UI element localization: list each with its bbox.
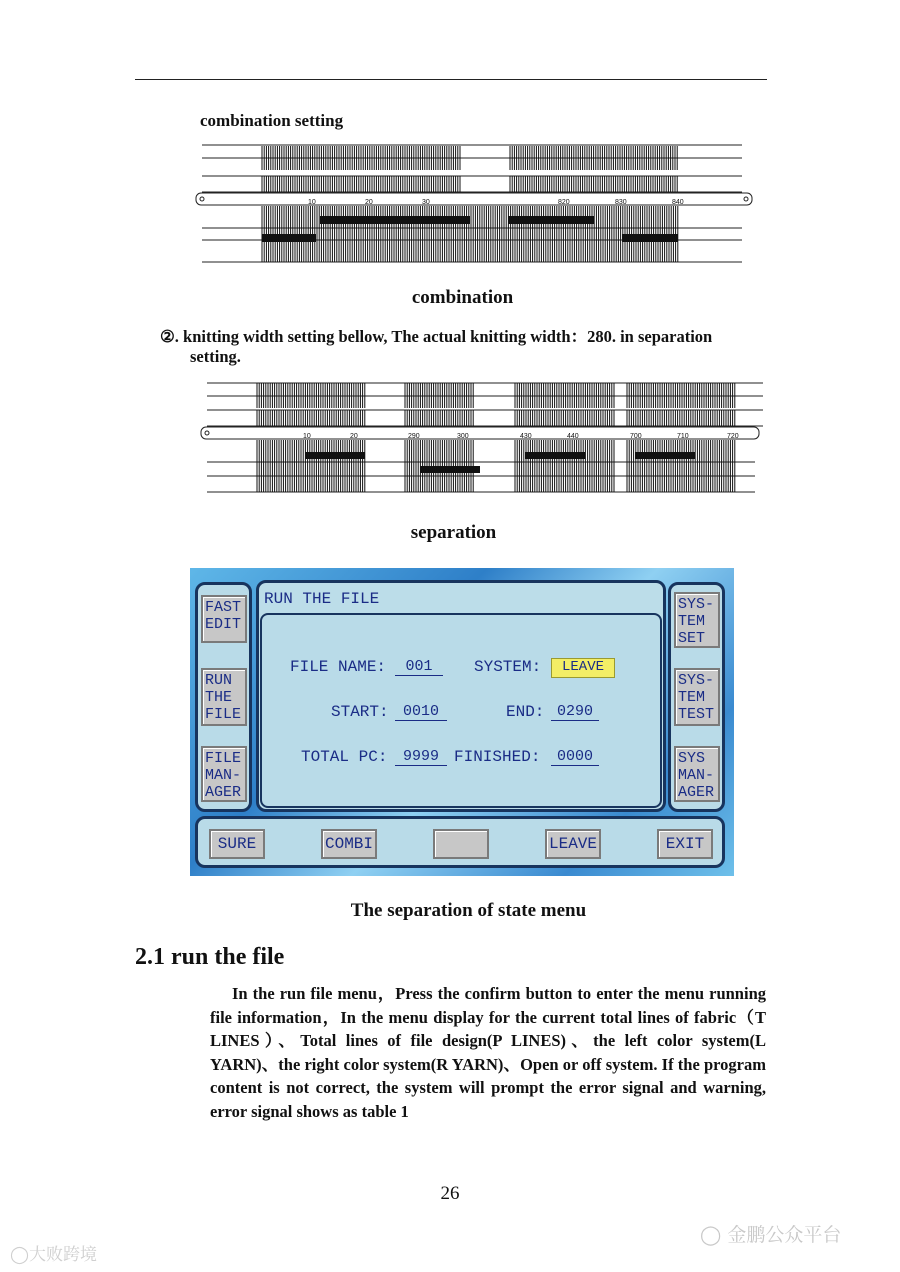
finished-label: FINISHED: [454,748,541,766]
system-set-button[interactable]: SYS- TEM SET [674,592,720,648]
leave-button[interactable]: LEAVE [545,829,601,859]
fast-edit-button[interactable]: FAST EDIT [201,595,247,643]
caption-combination: combination [411,287,514,308]
total-pc-value[interactable]: 9999 [395,748,447,766]
file-name-label: FILE NAME: [290,658,387,676]
run-the-file-button[interactable]: RUN THE FILE [201,668,247,726]
start-label: START: [331,703,389,721]
total-pc-label: TOTAL PC: [301,748,388,766]
system-label: SYSTEM: [474,658,542,676]
needle-block [305,452,365,459]
wechat-icon: ◯ [700,1224,722,1246]
combination-needle-diagram [190,140,760,268]
run-file-panel [190,568,734,876]
end-value[interactable]: 0290 [551,703,599,721]
caption-separation: separation [410,522,497,543]
caption-combination-setting: combination setting [200,111,344,130]
tick-label: 830 [615,199,627,206]
needle-block [320,216,470,224]
watermark-right [700,1220,841,1247]
knitting-width-line2: setting. [190,347,241,366]
watermark-left-text: 大败跨境 [29,1245,98,1265]
system-manager-button[interactable]: SYS MAN- AGER [674,746,720,802]
section-heading: 2.1 run the file [135,944,285,970]
panel-title: RUN THE FILE [264,590,380,608]
tick-label: 430 [520,433,532,440]
needle-block [508,216,594,224]
tick-label: 20 [350,433,358,440]
page-number: 26 [440,1183,460,1204]
tick-label: 30 [422,199,430,206]
start-value[interactable]: 0010 [395,703,447,721]
tick-label: 840 [672,199,684,206]
needle-block [420,466,480,473]
file-name-value[interactable]: 001 [395,658,443,676]
needle-block [262,234,316,242]
tick-label: 20 [365,199,373,206]
header-rule [135,79,767,80]
watermark-left [10,1240,97,1265]
system-test-button[interactable]: SYS- TEM TEST [674,668,720,726]
sure-button[interactable]: SURE [209,829,265,859]
section-paragraph: In the run file menu，Press the confirm button to enter the menu running file information，In the menu display for the current total lines of fabric（T LINES）、Total lines of file design(P LINES)、the left color system(L YARN)、the right color system(R YARN)、Open or off system. If the program content is not correct, the system will prompt the error signal and warning, error signal shows as table 1 [210,984,766,1121]
blank-button[interactable] [433,829,489,859]
knitting-width-line1: ②. knitting width setting bellow, The actual knitting width：280. in separation [160,327,713,346]
tick-label: 710 [677,433,689,440]
fields-frame [260,613,662,808]
tick-label: 290 [408,433,420,440]
tick-label: 820 [558,199,570,206]
watermark-right-text: 金鹏公众平台 [727,1224,842,1246]
system-value[interactable]: LEAVE [551,658,615,678]
exit-button[interactable]: EXIT [657,829,713,859]
finished-value[interactable]: 0000 [551,748,599,766]
needle-block [525,452,585,459]
tick-label: 720 [727,433,739,440]
tick-label: 10 [303,433,311,440]
file-manager-button[interactable]: FILE MAN- AGER [201,746,247,802]
caption-separation-state-menu: The separation of state menu [350,900,587,921]
tick-label: 440 [567,433,579,440]
tick-label: 10 [308,199,316,206]
needle-block [622,234,678,242]
end-label: END: [506,703,545,721]
needle-block [635,452,695,459]
tick-label: 300 [457,433,469,440]
separation-needle-diagram [195,378,770,498]
tick-label: 700 [630,433,642,440]
chat-icon: ◯​ [10,1245,30,1265]
combi-button[interactable]: COMBI [321,829,377,859]
